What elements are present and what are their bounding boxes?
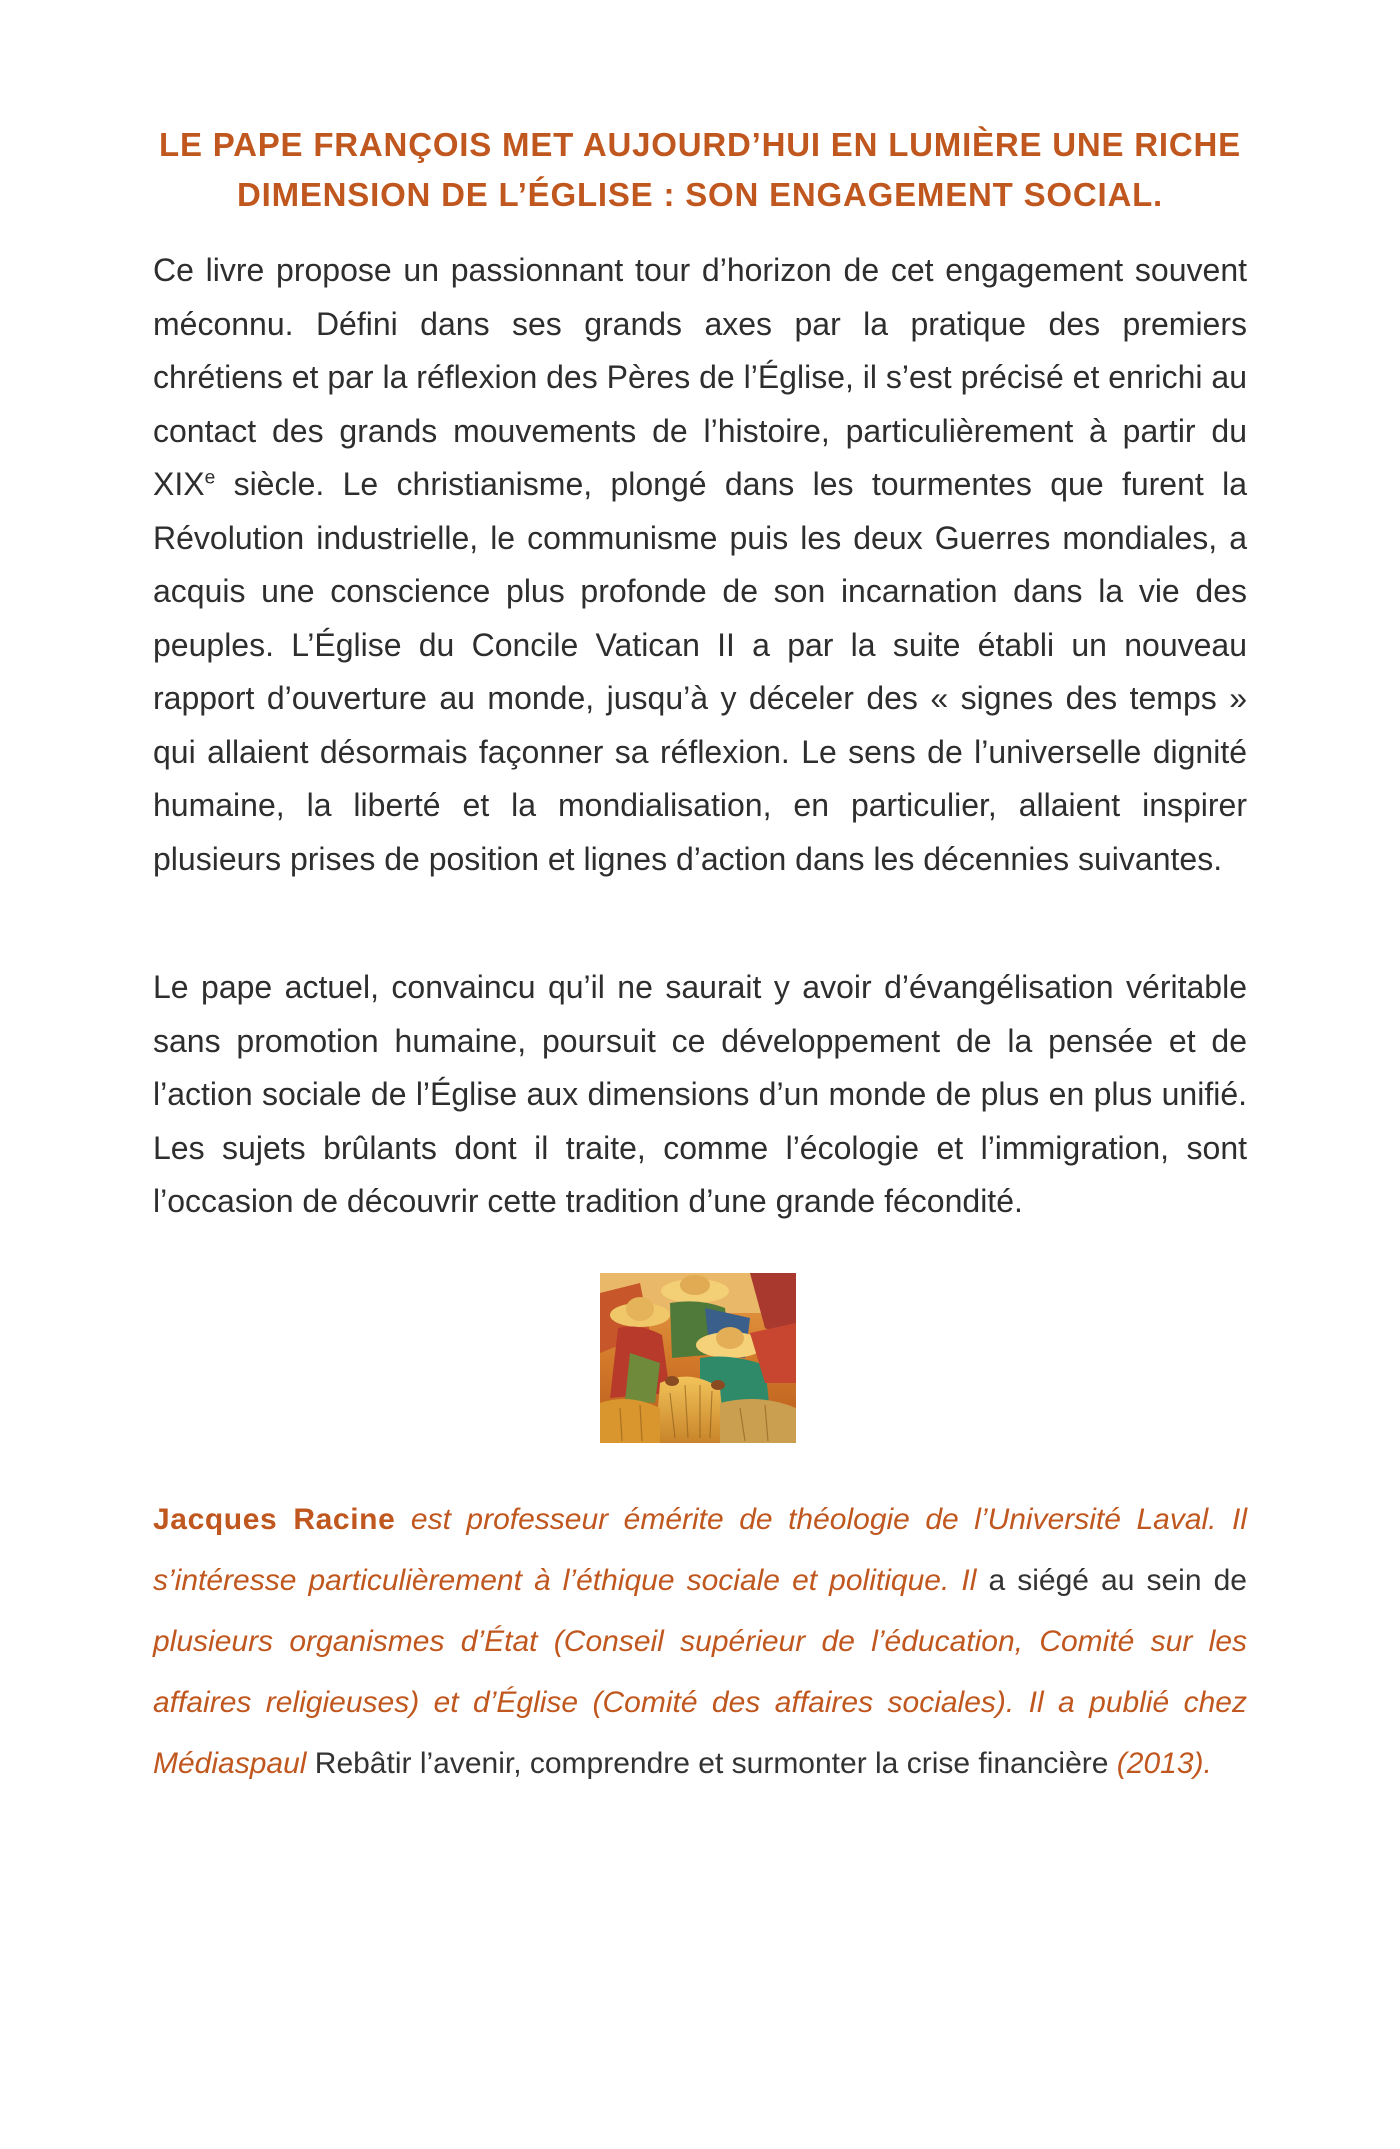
bio-text-part-2: a siégé au sein de (976, 1564, 1247, 1597)
cover-illustration-harvest-painting (600, 1273, 796, 1443)
description-paragraph-1 (153, 244, 1247, 886)
description-paragraph-2 (153, 961, 1247, 1229)
paragraph-1-text-b: siècle. Le christianisme, plongé dans les tourmentes que furent la Révolution industrielle, le communisme puis les deux Guerres mondiales, a acquis une conscience plus profonde de son incarnation dans la vie des peuples. L’Église du Concile Vatican II a par la suite établi un nouveau rapport d’ouverture au monde, jusqu’à y déceler des « signes des temps » qui allaient désormais façonner sa réflexion. Le sens de l’universelle dignité humaine, la liberté et la mondialisation, en particulier, allaient inspirer plusieurs prises de position et lignes d’action dans les décennies suivantes. (153, 466, 1247, 877)
paragraph-2-text: Le pape actuel, convaincu qu’il ne saurait y avoir d’évangélisation véritable sans promotion humaine, poursuit ce développement de la pensée et de l’action sociale de l’Église aux dimensions d’un monde de plus en plus unifié. Les sujets brûlants dont il traite, comme l’écologie et l’immigration, sont l’occasion de découvrir cette tradition d’une grande fécondité. (153, 969, 1247, 1219)
paragraph-1-text-a: Ce livre propose un passionnant tour d’horizon de cet engagement souvent méconnu. Défini dans ses grands axes par la pratique des premiers chrétiens et par la réflexion des Pères de l’Église, il s’est précisé et enrichi au contact des grands mouvements de l’histoire, particulièrement à partir du XIX (153, 252, 1247, 502)
headline-line-1: LE PAPE FRANÇOIS MET AUJOURD’HUI EN LUMIÈRE UNE RICHE (159, 126, 1241, 163)
century-superscript: e (204, 467, 216, 489)
author-bio (153, 1489, 1247, 1794)
headline (150, 120, 1250, 220)
book-title: Rebâtir l’avenir, comprendre et surmonter la crise financière (306, 1747, 1117, 1780)
bio-text-part-3: plusieurs organismes d’État (Conseil supérieur de l’éducation, Comité sur les affaires religieuses) et d’Église (Comité des affaires sociales). Il a publié chez Médiaspaul (153, 1625, 1247, 1780)
headline-line-2: DIMENSION DE L’ÉGLISE : SON ENGAGEMENT SOCIAL. (236, 176, 1164, 213)
author-name: Jacques Racine (153, 1503, 396, 1536)
book-year: (2013). (1116, 1747, 1212, 1780)
bio-text-part-1: est professeur émérite de théologie de l’Université Laval. Il s’intéresse particulièrement à l’éthique sociale et politique. Il (153, 1503, 1248, 1597)
